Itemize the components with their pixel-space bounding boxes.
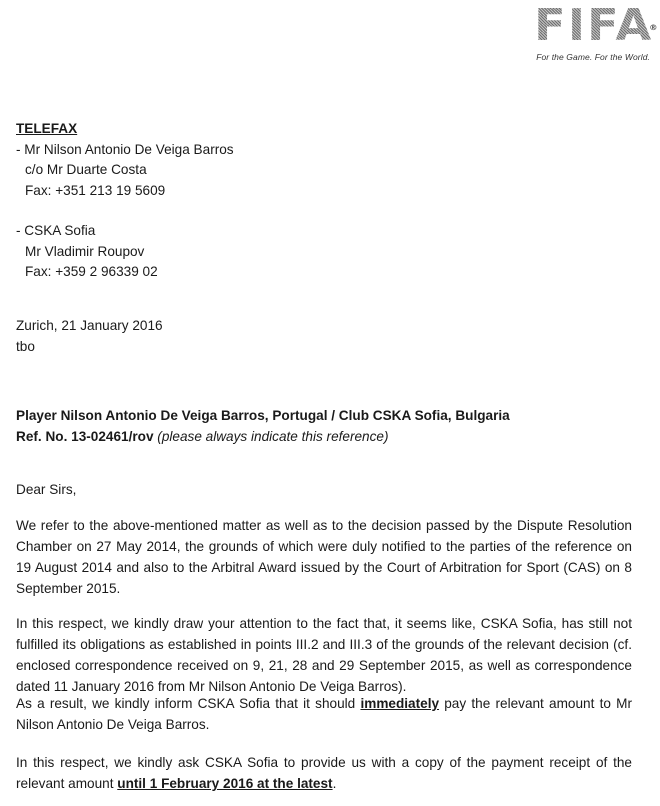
fifa-wordmark-text: FIFA [533,0,653,51]
paragraph-1 [16,515,632,599]
reference-note: (please always indicate this reference) [157,428,389,444]
reference-line [16,427,632,448]
subject-block [16,406,632,447]
fifa-logo [525,0,660,62]
paragraph-4-tail: . [332,776,337,791]
reference-number: Ref. No. 13-02461/rov [16,428,154,444]
paragraph-3-tail: pay the relevant amount to Mr Nilson Antonio De Veiga Barros. [16,696,632,732]
salutation: Dear Sirs, [16,482,77,497]
recipient-club [16,221,632,283]
place-date: Zurich, 21 January 2016 [16,318,163,333]
recipient-fax: Fax: +351 213 19 5609 [25,182,166,198]
emphasis-deadline: until 1 February 2016 at the latest [117,776,333,791]
recipient-care-of: c/o Mr Duarte Costa [25,162,147,177]
recipient-name: - CSKA Sofia [16,223,96,238]
recipient-player [16,140,632,202]
recipient-name: - Mr Nilson Antonio De Veiga Barros [16,141,234,157]
registered-mark: ® [648,23,660,32]
paragraph-4 [16,752,632,794]
dateline [16,316,632,357]
telefax-title: TELEFAX [16,121,78,136]
author-initials: tbo [16,338,35,354]
paragraph-4-text [16,752,632,794]
recipient-fax: Fax: +359 2 96339 02 [25,264,158,279]
paragraph-1-text: We refer to the above-mentioned matter as well as to the decision passed by the Dispute Resolution Chamber on 27 May 2014, the grounds of which were duly notified to the parties of the reference on 19 August 2014 and also to the Arbitral Award issued by the Court of Arbitration for Sport (CAS) on 8 September 2015. [16,518,632,596]
paragraph-2-text: In this respect, we kindly draw your attention to the fact that, it seems like, CSKA Sofia, has still not fulfilled its obligations as established in points III.2 and III.3 of the grounds of the relevant decision (cf. enclosed correspondence received on 9, 21, 28 and 29 September 2015, as well as correspondence dated 11 January 2016 from Mr Nilson Antonio De Veiga Barros). [16,616,632,694]
fifa-wordmark [533,0,660,51]
paragraph-3-lead: As a result, we kindly inform CSKA Sofia that it should [16,696,361,711]
paragraph-4-lead: In this respect, we kindly ask CSKA Sofia to provide us with a copy of the payment receipt of the relevant amount [16,755,632,791]
paragraph-2 [16,613,632,697]
paragraph-3-text [16,693,632,735]
emphasis-immediately: immediately [360,696,440,711]
subject-title: Player Nilson Antonio De Veiga Barros, Portugal / Club CSKA Sofia, Bulgaria [16,408,510,423]
telefax-recipients [16,119,632,283]
paragraph-3 [16,693,632,735]
recipient-contact: Mr Vladimir Roupov [25,243,145,259]
fifa-tagline: For the Game. For the World. [536,52,650,62]
